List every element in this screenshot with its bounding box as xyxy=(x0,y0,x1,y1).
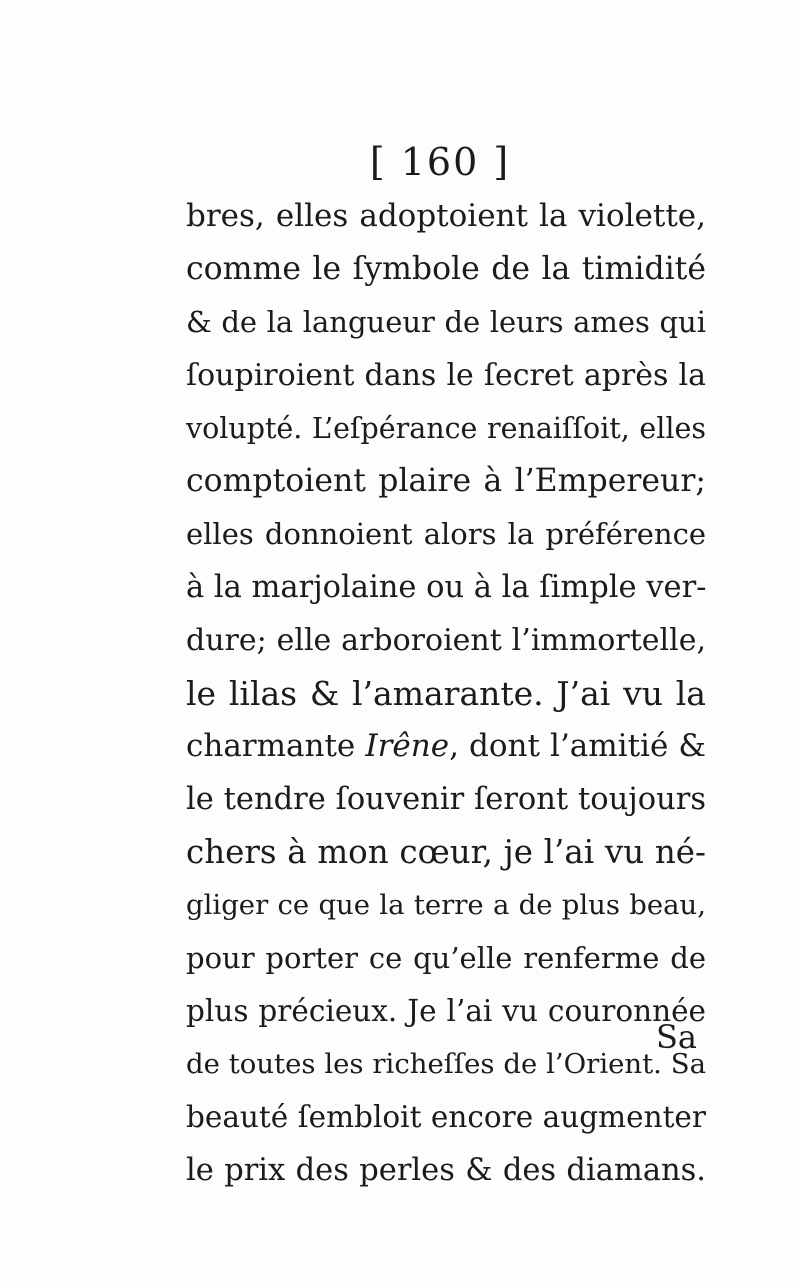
text-line: ſoupiroient dans le ſecret après la xyxy=(186,358,706,393)
body-text xyxy=(186,190,706,1197)
text-line: bres, elles adoptoient la violette, xyxy=(186,198,706,234)
text-line: & de la langueur de leurs ames qui xyxy=(186,305,706,339)
page-number: [ 160 ] xyxy=(369,140,511,184)
text-line: le tendre ſouvenir ſeront toujours xyxy=(186,782,706,817)
text-line: beauté ſembloit encore augmenter xyxy=(186,1100,706,1134)
text-line: de toutes les richeſſes de l’Orient. Sa xyxy=(186,1048,706,1080)
text-line xyxy=(186,720,706,773)
text-segment: , dont l’amitié & xyxy=(449,728,706,764)
text-line: volupté. L’eſpérance renaiſſoit, elles xyxy=(186,412,706,445)
text-line: pour porter ce qu’elle renferme de xyxy=(186,941,706,975)
text-line: comme le ſymbole de la timidité xyxy=(186,251,706,287)
catchword: Sa xyxy=(656,1018,697,1056)
text-line: le lilas & l’amarante. J’ai vu la xyxy=(186,674,706,713)
text-segment: charmante xyxy=(186,728,366,764)
text-line: gliger ce que la terre a de plus beau, xyxy=(186,889,706,921)
text-line: chers à mon cœur, je l’ai vu né- xyxy=(186,833,706,871)
text-line: dure; elle arboroient l’immortelle, xyxy=(186,623,706,658)
text-line: à la marjolaine ou à la ſimple ver- xyxy=(186,570,707,605)
text-line: le prix des perles & des diamans. xyxy=(186,1153,706,1188)
name-irene: Irêne xyxy=(365,728,450,764)
text-line: comptoient plaire à l’Empereur; xyxy=(186,463,706,499)
text-line: elles donnoient alors la préférence xyxy=(186,517,706,551)
text-line: plus précieux. Je l’ai vu couronnée xyxy=(186,994,706,1028)
